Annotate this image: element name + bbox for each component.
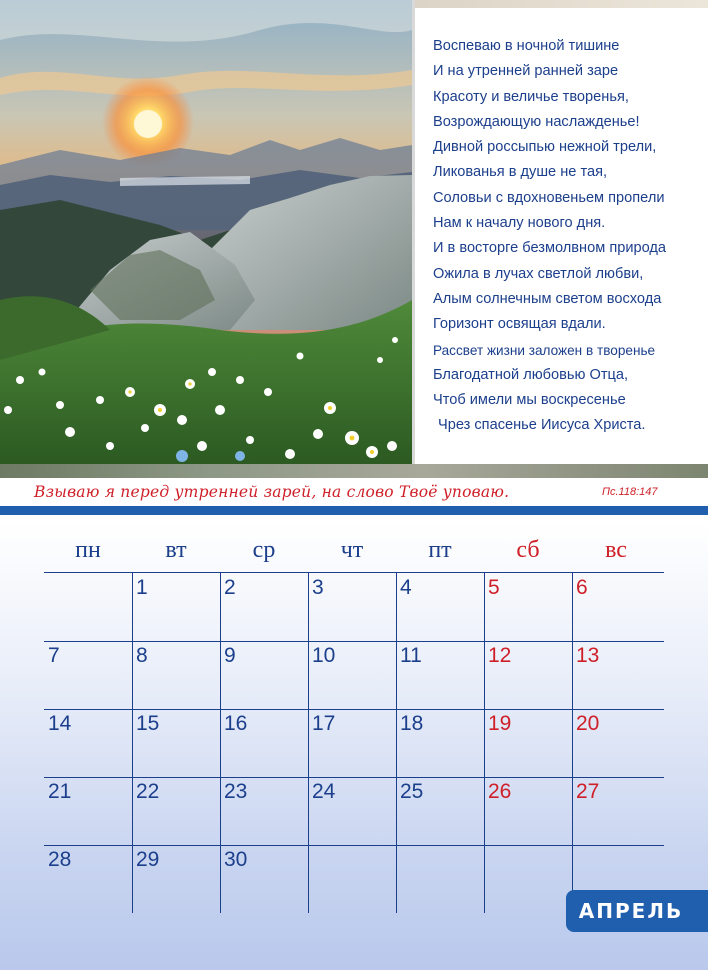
day-number: 12 bbox=[488, 644, 512, 667]
day-number: 19 bbox=[488, 712, 512, 735]
day-number: 11 bbox=[400, 644, 422, 667]
day-cell bbox=[308, 573, 396, 641]
day-number: 23 bbox=[224, 780, 248, 803]
day-cell bbox=[44, 777, 132, 845]
poem-line: Алым солнечным светом восхода bbox=[433, 290, 662, 307]
day-number: 29 bbox=[136, 848, 160, 871]
day-cell bbox=[132, 641, 220, 709]
day-number: 5 bbox=[488, 576, 500, 599]
day-number: 2 bbox=[224, 576, 236, 599]
day-cell bbox=[572, 777, 660, 845]
poem-line: Чтоб имели мы воскресенье bbox=[433, 392, 626, 409]
day-number: 21 bbox=[48, 780, 72, 803]
day-cell bbox=[132, 845, 220, 913]
weekday-mon: пн bbox=[75, 537, 101, 563]
decorative-photo-strip bbox=[0, 464, 708, 478]
day-number: 14 bbox=[48, 712, 72, 735]
day-number: 6 bbox=[576, 576, 588, 599]
calendar-days bbox=[44, 572, 664, 913]
weekday-thu: чт bbox=[340, 537, 364, 563]
poem-line: Ожила в лучах светлой любви, bbox=[433, 265, 644, 282]
day-number: 30 bbox=[224, 848, 248, 871]
day-number: 8 bbox=[136, 644, 148, 667]
weekday-wed: ср bbox=[252, 537, 276, 563]
day-cell bbox=[572, 573, 660, 641]
poem-line: Благодатной любовью Отца, bbox=[433, 366, 629, 383]
day-number: 4 bbox=[400, 576, 412, 599]
day-cell bbox=[220, 709, 308, 777]
day-number: 18 bbox=[400, 712, 424, 735]
day-number: 17 bbox=[312, 712, 336, 735]
poem-line: Ликованья в душе не тая, bbox=[433, 164, 608, 181]
poem-line: Воспеваю в ночной тишине bbox=[433, 38, 620, 54]
day-number: 13 bbox=[576, 644, 600, 667]
day-number: 9 bbox=[224, 644, 236, 667]
day-cell bbox=[220, 777, 308, 845]
day-cell bbox=[484, 641, 572, 709]
poem-line: Нам к началу нового дня. bbox=[433, 215, 606, 232]
poem-line: Чрез спасенье Иисуса Христа. bbox=[438, 417, 646, 434]
poem-line: И в восторге безмолвном природа bbox=[433, 240, 667, 257]
day-cell bbox=[132, 573, 220, 641]
day-number: 1 bbox=[136, 576, 148, 599]
weekday-header bbox=[44, 537, 664, 573]
day-cell bbox=[220, 573, 308, 641]
day-cell bbox=[308, 777, 396, 845]
poem-line: И на утренней ранней заре bbox=[433, 63, 619, 80]
day-number: 28 bbox=[48, 848, 72, 871]
day-number: 27 bbox=[576, 780, 600, 803]
verse-reference: Пс.118:147 bbox=[602, 486, 658, 498]
month-label: АПРЕЛЬ bbox=[578, 899, 684, 923]
day-number: 22 bbox=[136, 780, 160, 803]
day-number: 20 bbox=[576, 712, 600, 735]
day-cell bbox=[132, 777, 220, 845]
day-cell bbox=[44, 641, 132, 709]
day-cell bbox=[44, 845, 132, 913]
day-cell bbox=[396, 573, 484, 641]
day-cell bbox=[572, 641, 660, 709]
day-cell bbox=[44, 709, 132, 777]
empty-cell bbox=[396, 845, 484, 913]
day-cell bbox=[220, 845, 308, 913]
day-cell bbox=[396, 777, 484, 845]
day-number: 16 bbox=[224, 712, 248, 735]
calendar-grid bbox=[44, 537, 664, 871]
poem-line: Красоту и величье творенья, bbox=[433, 88, 629, 105]
day-number: 26 bbox=[488, 780, 512, 803]
weekday-fri: пт bbox=[428, 537, 452, 563]
poem-panel bbox=[415, 0, 708, 464]
weekday-sat: сб bbox=[516, 537, 540, 563]
day-number: 3 bbox=[312, 576, 324, 599]
divider-bar bbox=[0, 506, 708, 515]
weekday-sun: вс bbox=[605, 537, 627, 563]
day-cell bbox=[308, 709, 396, 777]
poem-line: Соловьи с вдохновеньем пропели bbox=[433, 189, 665, 206]
empty-cell bbox=[308, 845, 396, 913]
day-cell bbox=[484, 573, 572, 641]
day-cell bbox=[396, 641, 484, 709]
day-cell bbox=[132, 709, 220, 777]
empty-cell bbox=[484, 845, 572, 913]
weekday-tue: вт bbox=[165, 537, 187, 563]
month-tab bbox=[566, 890, 708, 932]
verse-text: Взываю я перед утренней зарей, на слово Твоё уповаю. bbox=[34, 483, 510, 501]
day-cell bbox=[484, 709, 572, 777]
poem-line: Возрождающую наслажденье! bbox=[433, 113, 640, 130]
day-cell bbox=[308, 641, 396, 709]
empty-cell bbox=[44, 573, 132, 641]
day-cell bbox=[396, 709, 484, 777]
day-number: 24 bbox=[312, 780, 336, 803]
mountain-sunrise-photo bbox=[0, 0, 415, 464]
day-number: 25 bbox=[400, 780, 424, 803]
day-cell bbox=[484, 777, 572, 845]
poem-line: Горизонт освящая вдали. bbox=[433, 316, 606, 333]
poem-text bbox=[433, 34, 705, 439]
poem-line: Рассвет жизни заложен в творенье bbox=[433, 342, 656, 358]
day-number: 10 bbox=[312, 644, 336, 667]
day-cell bbox=[572, 709, 660, 777]
verse-bar bbox=[0, 478, 708, 508]
day-cell bbox=[220, 641, 308, 709]
poem-line: Дивной россыпью нежной трели, bbox=[433, 139, 657, 156]
day-number: 15 bbox=[136, 712, 160, 735]
day-number: 7 bbox=[48, 644, 60, 667]
